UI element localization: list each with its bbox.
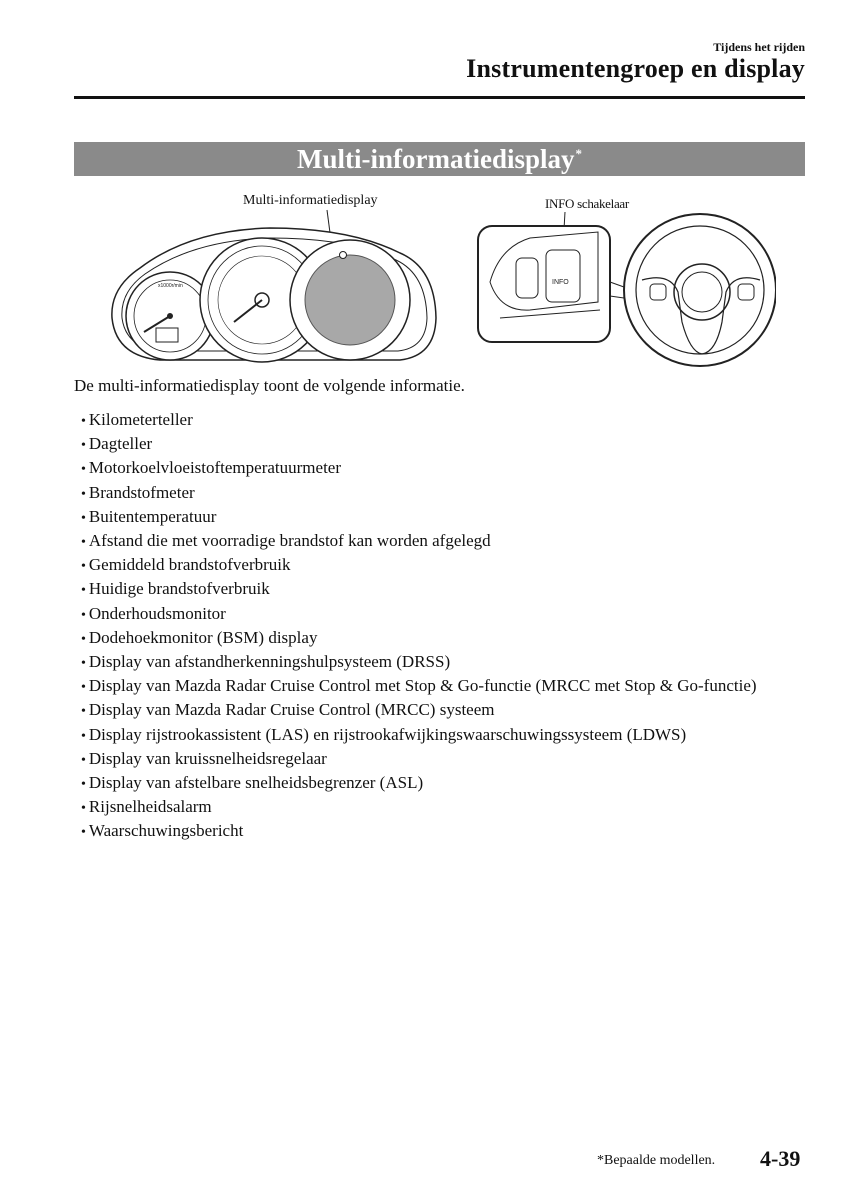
cluster-illustration <box>100 188 445 378</box>
banner-title: Multi-informatiedisplay <box>297 144 575 174</box>
list-item: • Display van afstandherkenningshulpsysteem (DRSS) <box>74 651 805 675</box>
header-rule <box>74 96 805 99</box>
section-label: Tijdens het rijden <box>713 40 805 54</box>
list-item: • Rijsnelheidsalarm <box>74 796 805 820</box>
info-list <box>74 409 805 845</box>
cluster-figure <box>100 188 445 378</box>
list-item: • Brandstofmeter <box>74 482 805 506</box>
list-item: • Afstand die met voorradige brandstof kan worden afgelegd <box>74 530 805 554</box>
switch-info-label: INFO <box>552 279 569 286</box>
cluster-gauge-label: x1000r/min <box>158 283 183 289</box>
list-item: • Gemiddeld brandstofverbruik <box>74 554 805 578</box>
list-item: • Onderhoudsmonitor <box>74 603 805 627</box>
list-item: • Waarschuwingsbericht <box>74 820 805 844</box>
list-item: • Kilometerteller <box>74 409 805 433</box>
list-item: • Huidige brandstofverbruik <box>74 578 805 602</box>
list-item: • Dodehoekmonitor (BSM) display <box>74 627 805 651</box>
list-item: • Buitentemperatuur <box>74 506 805 530</box>
list-item: • Display van afstelbare snelheidsbegrenzer (ASL) <box>74 772 805 796</box>
banner-footnote-marker: * <box>575 146 582 161</box>
steering-wheel-figure <box>470 192 776 380</box>
wheel-callout-label: INFO schakelaar <box>545 196 629 211</box>
list-item: • Dagteller <box>74 433 805 457</box>
steering-wheel-illustration <box>470 192 776 380</box>
page-title: Instrumentengroep en display <box>466 54 805 83</box>
page-number: 4-39 <box>760 1146 801 1171</box>
list-item: • Display van Mazda Radar Cruise Control met Stop & Go-functie (MRCC met Stop & Go-functie) <box>74 675 805 699</box>
list-item: • Display van kruissnelheidsregelaar <box>74 748 805 772</box>
footnote: *Bepaalde modellen. <box>597 1153 716 1168</box>
section-banner <box>74 142 805 176</box>
intro-text: De multi-informatiedisplay toont de volgende informatie. <box>74 376 465 395</box>
list-item: • Display van Mazda Radar Cruise Control (MRCC) systeem <box>74 699 805 723</box>
list-item: • Display rijstrookassistent (LAS) en rijstrookafwijkingswaarschuwingssysteem (LDWS) <box>74 724 805 748</box>
cluster-callout-label: Multi-informatiedisplay <box>243 193 378 208</box>
list-item: • Motorkoelvloeistoftemperatuurmeter <box>74 457 805 481</box>
